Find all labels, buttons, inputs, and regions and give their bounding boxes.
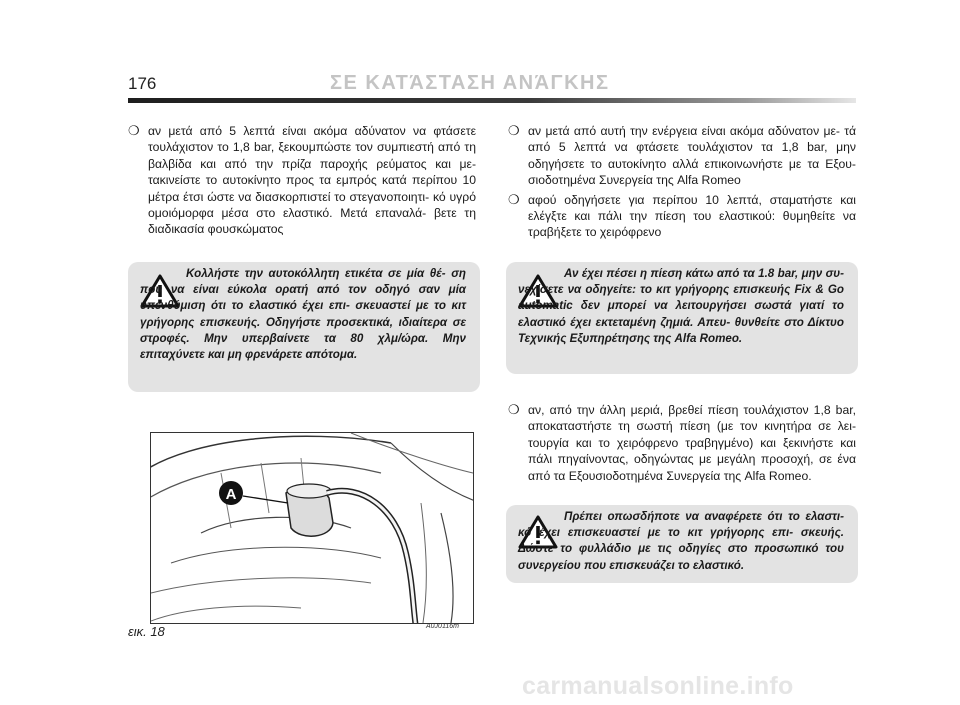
- list-item: [508, 192, 856, 241]
- right-column: [508, 123, 856, 241]
- chapter-title: ΣΕ ΚΑΤΆΣΤΑΣΗ ΑΝΆΓΚΗΣ: [330, 72, 610, 94]
- page-number: 176: [128, 74, 157, 93]
- list-item: [508, 402, 856, 484]
- figure-caption: εικ. 18: [128, 624, 165, 639]
- figure-code: A0J0116m: [426, 623, 459, 630]
- warning-text: Πρέπει οπωσδήποτε να αναφέρετε ότι το ελαστι- κό έχει επισκευαστεί με το κιτ γρήγορης επι- σκευής. Δώστε το φυλλάδιο με τις οδηγίες στο προσωπικό του συνεργείου που επισκευάζει το ελαστικό.: [518, 510, 844, 572]
- list-item: [128, 123, 476, 238]
- callout-a-label: A: [225, 486, 237, 503]
- watermark: carmanualsonline.info: [522, 672, 794, 700]
- bullet-circle-icon: ❍: [508, 123, 520, 138]
- bullet-text: αν μετά από αυτή την ενέργεια είναι ακόμα αδύνατον με- τά από 5 λεπτά να φτάσετε τουλάχιστον τα 1,8 bar, μην οδηγήσετε το αυτοκίνητο αλλά επικοινωνήστε με τα Εξου- σιοδοτημένα Συνεργεία της Alfa Romeo: [528, 124, 856, 188]
- bullet-text: αν μετά από 5 λεπτά είναι ακόμα αδύνατον να φτάσετε τουλάχιστον το 1,8 bar, ξεκουμπώστε τον συμπιεστή από τη βαλβίδα και από την πρίζα παροχής ρεύματος και με- τακινείστε το αυτοκίνητο προς τα εμπρός κατά περίπου 10 μέτρα έτσι ώστε να διασκορπιστεί το στεγανοποιητι- κό υγρό ομοιόμορφα μέσα στο ελαστικό. Μετά επαναλά- βετε τη διαδικασία φουσκώματος: [148, 124, 476, 237]
- list-item: [508, 123, 856, 189]
- warning-box: [128, 262, 480, 392]
- warning-text: Κολλήστε την αυτοκόλλητη ετικέτα σε μία θέ- ση που να είναι εύκολα ορατή από τον οδηγό σαν μία υπενθύμιση ότι το ελαστικό έχει επι- σκευαστεί με το κιτ γρήγορης επισκευής. Οδηγήστε προσεκτικά, ιδιαίτερα σε στροφές. Μην υπερβαίνετε τα 80 χλμ/ώρα. Μην επιταχύνετε και μη φρενάρετε απότομα.: [140, 267, 466, 362]
- figure-illustration: [150, 432, 474, 624]
- left-column: [128, 123, 476, 238]
- bullet-circle-icon: ❍: [508, 402, 520, 417]
- warning-box: [506, 262, 858, 374]
- header-rule: [128, 98, 856, 103]
- right-column-lower: [508, 402, 856, 484]
- warning-text: Αν έχει πέσει η πίεση κάτω από τα 1.8 bar, μην συ- νεχίσετε να οδηγείτε: το κιτ γρήγορης επισκευής Fix & Go automatic δεν μπορεί να λειτουργήσει σωστά γιατί το ελαστικό έχει εκτεταμένη ζημιά. Απευ- θυνθείτε στο Δίκτυο Τεχνικής Εξυπηρέτησης της Alfa Romeo.: [518, 267, 844, 345]
- bullet-text: αφού οδηγήσετε για περίπου 10 λεπτά, σταματήστε και ελέγξτε και πάλι την πίεση του ελαστικού: θυμηθείτε να τραβήξετε το χειρόφρενο: [528, 192, 856, 240]
- warning-box: [506, 505, 858, 583]
- bullet-text: αν, από την άλλη μεριά, βρεθεί πίεση τουλάχιστον 1,8 bar, αποκαταστήστε τη σωστή πίεση (με τον κινητήρα σε λει- τουργία και το χειρόφρενο τραβηγμένο) και ξεκινήστε και πάλι πηγαίνοντας, οδηγώντας με μεγάλη προσοχή, σε ένα από τα Εξουσιοδοτημένα Συνεργεία της Alfa Romeo.: [528, 403, 856, 483]
- bullet-circle-icon: ❍: [508, 191, 520, 207]
- tire-valve-illustration: [151, 433, 473, 623]
- bullet-circle-icon: ❍: [128, 123, 140, 138]
